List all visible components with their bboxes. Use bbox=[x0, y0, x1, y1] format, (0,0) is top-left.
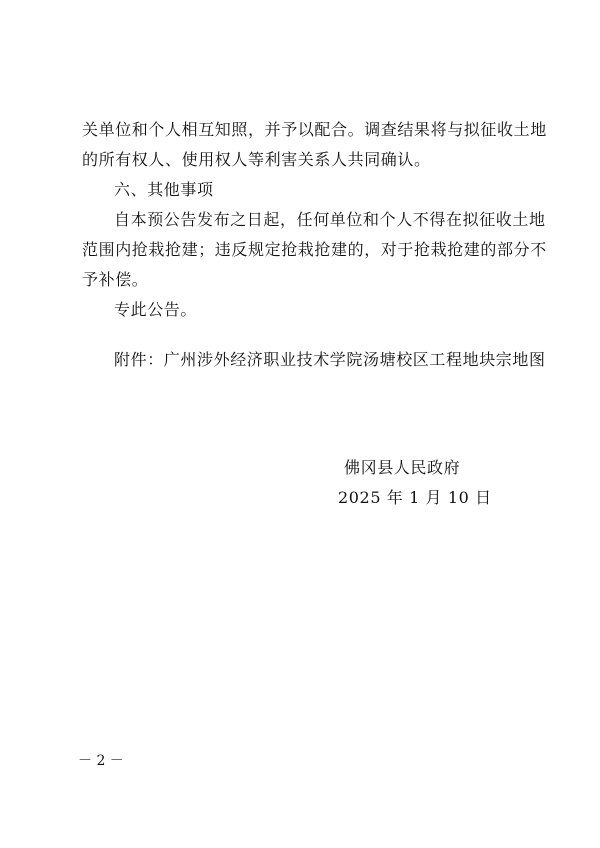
body-line: 关单位和个人相互知照，并予以配合。调查结果将与拟征收土地 bbox=[82, 120, 547, 139]
signature-organization: 佛冈县人民政府 bbox=[344, 458, 461, 477]
body-line: 范围内抢栽抢建；违反规定抢栽抢建的，对于抢栽抢建的部分不 bbox=[82, 240, 547, 259]
section-heading: 六、其他事项 bbox=[114, 180, 214, 199]
body-line: 自本预公告发布之日起，任何单位和个人不得在拟征收土地 bbox=[114, 210, 546, 229]
attachment-line: 附件：广州涉外经济职业技术学院汤塘校区工程地块宗地图 bbox=[114, 350, 546, 369]
body-line: 予补偿。 bbox=[82, 270, 149, 289]
body-line: 的所有权人、使用权人等利害关系人共同确认。 bbox=[82, 150, 431, 169]
closing-line: 专此公告。 bbox=[114, 300, 198, 319]
page-number: － 2 － bbox=[78, 753, 124, 769]
signature-date: 2025 年 1 月 10 日 bbox=[338, 488, 492, 507]
